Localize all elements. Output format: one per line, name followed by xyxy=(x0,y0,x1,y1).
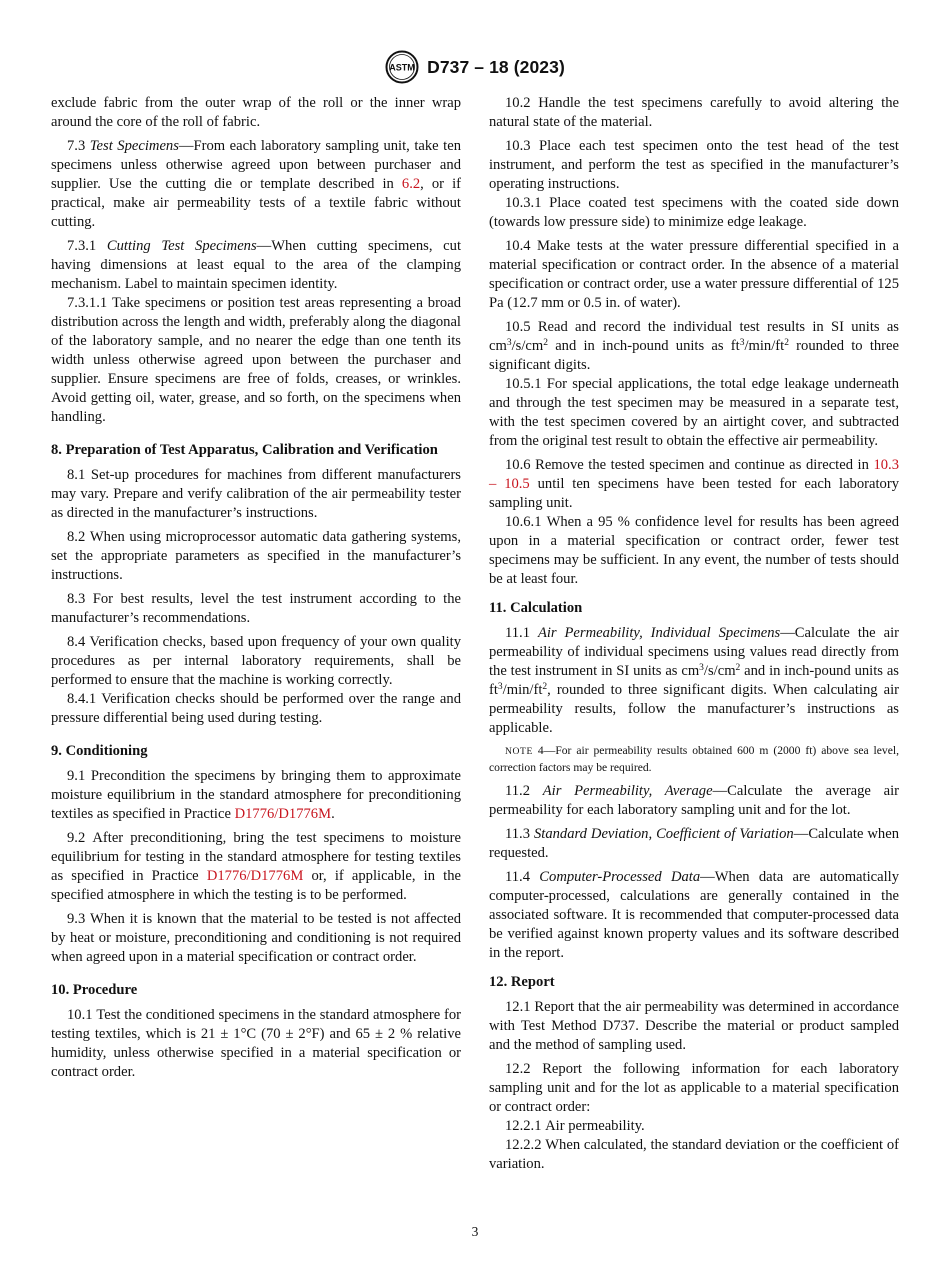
link-6-2[interactable]: 6.2 xyxy=(401,176,421,192)
section-10-3-1: 10.3.1 Place coated test specimens with the coated side down (towards low pressure side) to minimize edge leakage. xyxy=(489,195,899,230)
section-7-3-1-1: 7.3.1.1 Take specimens or position test areas representing a broad distribution across the length and width, preferably along the diagonal of the laboratory sample, and no nearer the edge than one tenth its width unless otherwise agreed upon between the purchaser and supplier. Ensure specimens are free of folds, creases, or wrinkles. Avoid getting oil, water, grease, and so forth, on the specimens when handling. xyxy=(51,295,461,425)
section-8-4-1: 8.4.1 Verification checks should be performed over the range and pressure differential being used during testing. xyxy=(51,691,461,726)
paragraph-continued: exclude fabric from the outer wrap of the roll or the inner wrap around the core of the roll of fabric. xyxy=(51,95,461,130)
page-number: 3 xyxy=(471,1224,479,1239)
heading-section-10: 10. Procedure xyxy=(51,982,138,998)
section-10-5-1: 10.5.1 For special applications, the total edge leakage underneath and through the test specimen may be measured in a separate test, with the test specimen covered by an airtight cover, and subtracted from the original test result to obtain the effective air permeability. xyxy=(489,376,899,449)
section-9-1: 9.1 Precondition the specimens by bringing them to approximate moisture equilibrium in the standard atmosphere for preconditioning textiles as specified in Practice D1776/D1776M. xyxy=(51,768,461,822)
section-10-1: 10.1 Test the conditioned specimens in the standard atmosphere for testing textiles, which is 21 ± 1°C (70 ± 2°F) and 65 ± 2 % relative humidity, unless otherwise specified in a material specification or contract order. xyxy=(51,1007,462,1080)
section-10-6-1: 10.6.1 When a 95 % confidence level for results has been agreed upon in a material specification or contract order, fewer test specimens may be sufficient. In any event, the number of tests should be at least four. xyxy=(489,514,900,587)
section-9-3: 9.3 When it is known that the material to be tested is not affected by heat or moisture, preconditioning and conditioning is not required when agreed upon in a material specification or contract order. xyxy=(51,911,461,965)
section-12-2-1: 12.2.1 Air permeability. xyxy=(505,1118,645,1134)
page-header xyxy=(0,50,950,84)
link-d1776[interactable]: D1776/D1776M xyxy=(234,806,332,822)
section-12-2-2: 12.2.2 When calculated, the standard deviation or the coefficient of variation. xyxy=(489,1137,899,1172)
section-11-3: 11.3 Standard Deviation, Coefficient of Variation—Calculate when requested. xyxy=(489,826,899,861)
section-8-3: 8.3 For best results, level the test instrument according to the manufacturer’s recommendations. xyxy=(51,591,461,626)
section-12-1: 12.1 Report that the air permeability was determined in accordance with Test Method D737. Describe the material or product sampled and the method of sampling used. xyxy=(489,999,899,1053)
section-12-2: 12.2 Report the following information for each laboratory sampling unit and for the lot as applicable to a material specification or contract order: xyxy=(489,1061,899,1115)
astm-logo-icon xyxy=(385,50,419,84)
logo-text: ASTM xyxy=(389,62,415,73)
right-column xyxy=(489,94,899,1179)
section-10-5: 10.5 Read and record the individual test results in SI units as $cm^3/s/cm^2$ and in inch-pound units as $ft^3/\min/ft^2$ rounded to three significant digits. xyxy=(489,319,899,373)
section-9-2: 9.2 After preconditioning, bring the test specimens to moisture equilibrium for testing in the standard atmosphere for testing textiles as specified in Practice D1776/D1776M or, if applicable, in the specified atmosphere in which the testing is to be performed. xyxy=(51,830,462,903)
link-10-3-10-5[interactable]: 10.3 – 10.5 xyxy=(489,457,899,492)
section-7-3-1: 7.3.1 Cutting Test Specimens—When cutting specimens, cut having dimensions at least equal to the area of the clamping mechanism. Label to maintain specimen identity. xyxy=(51,238,462,292)
link-d1776[interactable]: D1776/D1776M xyxy=(206,868,304,884)
note-4: NOTE 4—For air permeability results obtained 600 m (2000 ft) above sea level, correction factors may be required. xyxy=(489,744,899,774)
section-8-2: 8.2 When using microprocessor automatic data gathering systems, set the appropriate parameters as specified in the manufacturer’s instructions. xyxy=(51,529,461,583)
section-10-2: 10.2 Handle the test specimens carefully to avoid altering the natural state of the material. xyxy=(489,95,899,130)
left-column xyxy=(51,94,461,1087)
section-11-4: 11.4 Computer-Processed Data—When data are automatically computer-processed, calculations are generally contained in the associated software. It is recommended that computer-processed data be verified against known property values and its software described in the report. xyxy=(489,869,899,961)
standard-designation: D737 – 18 (2023) xyxy=(427,56,565,77)
section-11-2: 11.2 Air Permeability, Average—Calculate the average air permeability for each laboratory sampling unit and for the lot. xyxy=(489,783,900,818)
section-10-6: 10.6 Remove the tested specimen and continue as directed in 10.3 – 10.5 until ten specimens have been tested for each laboratory sampling unit. xyxy=(489,457,899,511)
section-8-1: 8.1 Set-up procedures for machines from different manufacturers may vary. Prepare and verify calibration of the air permeability tester as directed in the manufacturer’s instructions. xyxy=(51,467,461,521)
heading-section-9: 9. Conditioning xyxy=(51,743,148,759)
section-10-3: 10.3 Place each test specimen onto the test head of the test instrument, and perform the test as specified in the manufacturer’s operating instructions. xyxy=(489,138,899,192)
section-8-4: 8.4 Verification checks, based upon frequency of your own quality procedures as per internal laboratory requirements, shall be performed to ensure that the machine is working correctly. xyxy=(51,634,461,688)
heading-section-12: 12. Report xyxy=(489,974,555,990)
section-11-1: 11.1 Air Permeability, Individual Specimens—Calculate the air permeability of individual specimens using values read directly from the test instrument in SI units as $cm^3/s/cm^2$ and in inch-pound units as $ft^3/\min/ft^2$, rounded to three significant digits. When calculating air permeability results, follow the manufacturer’s instructions as applicable. xyxy=(489,625,899,736)
section-10-4: 10.4 Make tests at the water pressure differential specified in a material specification or contract order. In the absence of a material specification or contract order, use a water pressure differential of 125 Pa (12.7 mm or 0.5 in. of water). xyxy=(489,238,899,311)
section-7-3: 7.3 Test Specimens—From each laboratory sampling unit, take ten specimens unless otherwise agreed upon between purchaser and supplier. Use the cutting die or template described in 6.2, or if practical, make air permeability tests of a textile fabric without cutting. xyxy=(51,138,461,230)
heading-section-8: 8. Preparation of Test Apparatus, Calibration and Verification xyxy=(51,442,438,458)
heading-section-11: 11. Calculation xyxy=(489,600,583,616)
